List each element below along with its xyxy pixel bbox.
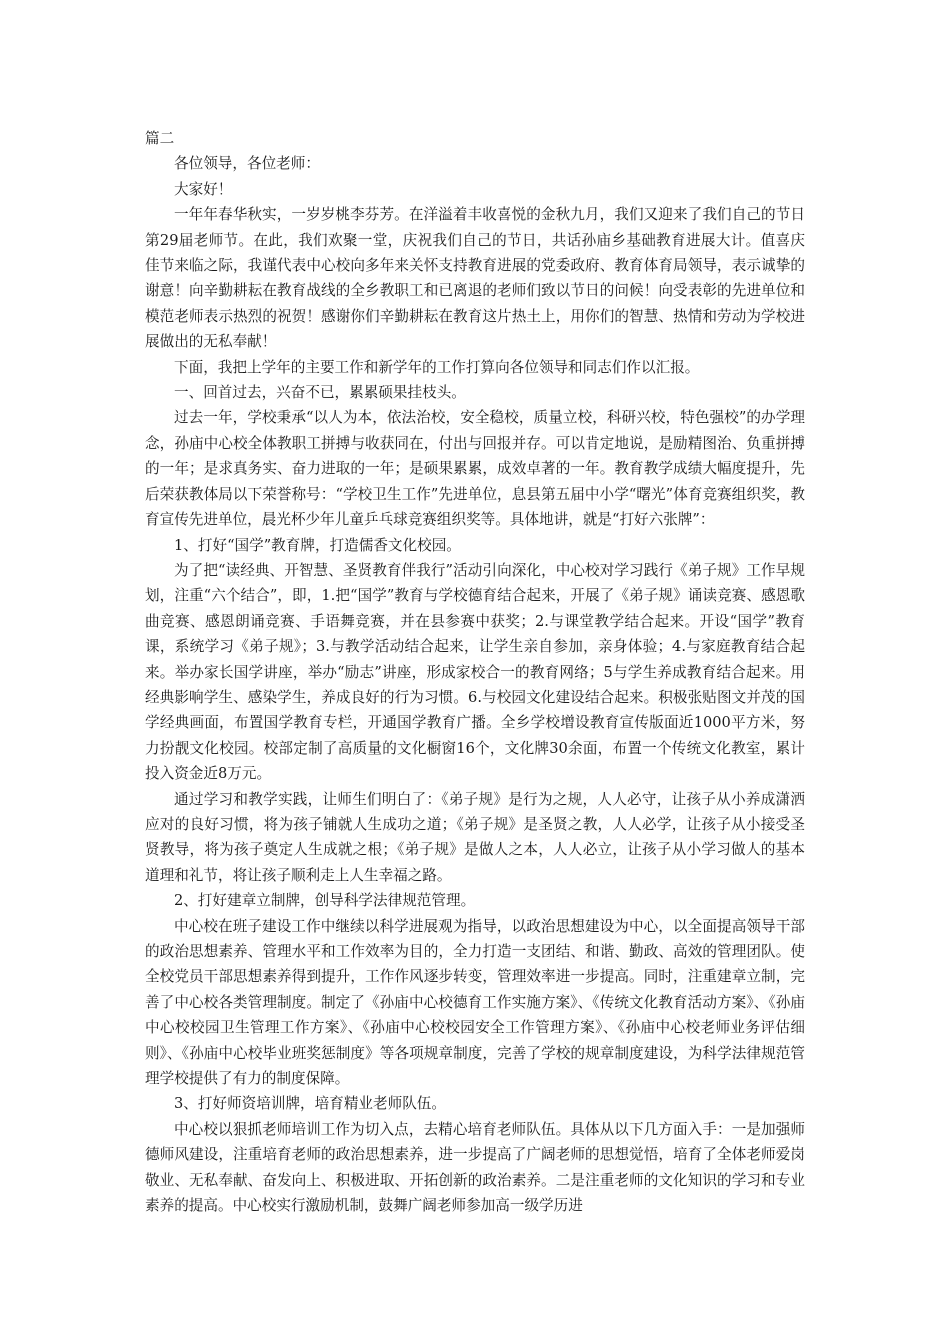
subheading-training: 3、打好师资培训牌，培育精业老师队伍。 xyxy=(174,1095,446,1113)
subheading-rules: 2、打好建章立制牌，创导科学法律规范管理。 xyxy=(174,892,476,910)
guoxue-paragraph: 为了把“读经典、开智慧、圣贤教育伴我行”活动引向深化，中心校对学习践行《弟子规》工作早规划，注重“六个结合”，即，1.把“国学”教育与学校德育结合起来，开展了《弟子规》诵读竞赛、感恩歌曲竞赛、感恩朗诵竞赛、手语舞竞赛，并在县参赛中获奖；2.与课堂教学结合起来。开设“国学”教育课，系统学习《弟子规》；3.与教学活动结合起来，让学生亲自参加，亲身体验；4.与家庭教育结合起来。举办家长国学讲座，举办“励志”讲座，形成家校合一的教育网络；5与学生养成教育结合起来。用经典影响学生、感染学生，养成良好的行为习惯。6.与校园文化建设结合起来。积极张贴图文并茂的国学经典画面，布置国学教育专栏，开通国学教育广播。全乡学校增设教育宣传版面近1000平方米，努力扮靓文化校园。校部定制了高质量的文化橱窗16个，文化牌30余面，布置一个传统文化教室，累计投入资金近8万元。 xyxy=(145,561,805,783)
rules-paragraph: 中心校在班子建设工作中继续以科学进展观为指导，以政治思想建设为中心，以全面提高领导干部的政治思想素养、管理水平和工作效率为目的，全力打造一支团结、和谐、勤政、高效的管理团队。使全校党员干部思想素养得到提升，工作作风逐步转变，管理效率进一步提高。同时，注重建章立制，完善了中心校各类管理制度。制定了《孙庙中心校德育工作实施方案》、《传统文化教育活动方案》、《孙庙中心校校园卫生管理工作方案》、《孙庙中心校校园安全工作管理方案》、《孙庙中心校老师业务评估细则》、《孙庙中心校毕业班奖惩制度》等各项规章制度，完善了学校的规章制度建设，为科学法律规范管理学校提供了有力的制度保障。 xyxy=(145,917,805,1088)
training-paragraph: 中心校以狠抓老师培训工作为切入点，去精心培育老师队伍。具体从以下几方面入手：一是加强师德师风建设，注重培育老师的政治思想素养，进一步提高了广阔老师的思想觉悟，培育了全体老师爱岗敬业、无私奉献、奋发向上、积极进取、开拓创新的政治素养。二是注重老师的文化知识的学习和专业素养的提高。中心校实行激励机制，鼓舞广阔老师参加高一级学历进 xyxy=(145,1120,805,1215)
subheading-guoxue: 1、打好“国学”教育牌，打造儒香文化校园。 xyxy=(174,536,461,554)
opening-paragraph: 一年年春华秋实，一岁岁桃李芬芳。在洋溢着丰收喜悦的金秋九月，我们又迎来了我们自己的节日第29届老师节。在此，我们欢聚一堂，庆祝我们自己的节日，共话孙庙乡基础教育进展大计。值喜庆佳节来临之际，我谨代表中心校向多年来关怀支持教育进展的党委政府、教育体育局领导，表示诚挚的谢意！向辛勤耕耘在教育战线的全乡教职工和已离退的老师们致以节日的问候！向受表彰的先进单位和模范老师表示热烈的祝贺！感谢你们辛勤耕耘在教育这片热土上，用你们的智慧、热情和劳动为学校进展做出的无私奉献！ xyxy=(145,206,805,351)
report-intro-paragraph: 下面，我把上学年的主要工作和新学年的工作打算向各位领导和同志们作以汇报。 xyxy=(174,358,700,376)
document-page xyxy=(145,126,805,1218)
review-paragraph: 过去一年，学校秉承“以人为本，依法治校，安全稳校，质量立校，科研兴校，特色强校”的办学理念，孙庙中心校全体教职工拼搏与收获同在，付出与回报并存。可以肯定地说，是励精图治、负重拼搏的一年；是求真务实、奋力进取的一年；是硕果累累，成效卓著的一年。教育教学成绩大幅度提升，先后荣获教体局以下荣誉称号：“学校卫生工作”先进单位，息县第五届中小学“曙光”体育竞赛组织奖，教育宣传先进单位，晨光杯少年儿童乒乓球竞赛组织奖等。具体地讲，就是“打好六张牌”： xyxy=(145,409,805,529)
dizigui-paragraph: 通过学习和教学实践，让师生们明白了：《弟子规》是行为之规，人人必守，让孩子从小养成潇洒应对的良好习惯，将为孩子铺就人生成功之道；《弟子规》是圣贤之教，人人必学，让孩子从小接受圣贤教导，将为孩子奠定人生成就之根；《弟子规》是做人之本，人人必立，让孩子从小学习做人的基本道理和礼节，将让孩子顺利走上人生幸福之路。 xyxy=(145,790,805,884)
salutation: 各位领导，各位老师： xyxy=(174,155,320,173)
section-label: 篇二 xyxy=(145,130,175,147)
section-heading-1: 一、回首过去，兴奋不已，累累硕果挂枝头。 xyxy=(174,384,466,402)
greeting: 大家好！ xyxy=(174,180,233,198)
